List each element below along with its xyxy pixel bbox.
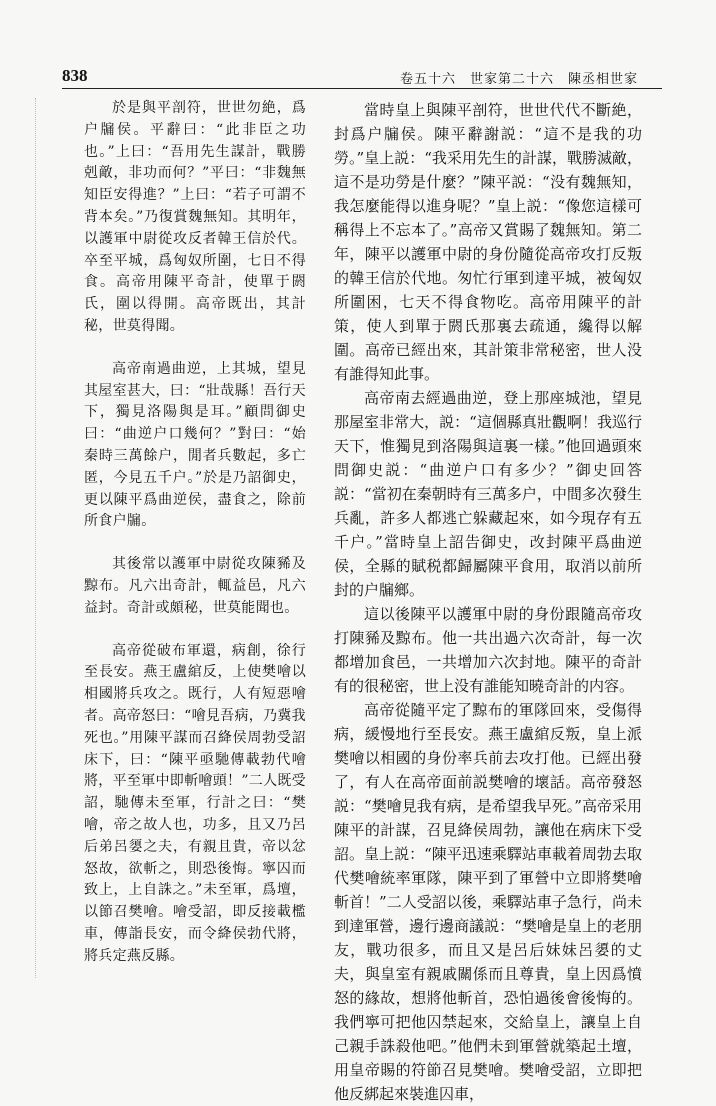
running-title: 卷五十六 世家第二十六 陳丞相世家: [399, 72, 638, 87]
margin-guide: [35, 98, 36, 978]
classical-paragraph: 高帝從破布軍還，病創，徐行至長安。燕王盧綰反，上使樊噲以相國將兵攻之。既行，人有短惡噲者。高帝怒曰：“噲見吾病，乃冀我死也。”用陳平謀而召絳侯周勃受詔床下，曰：“陳平亟馳傳載勃代噲將，平至軍中即斬噲頭！”二人既受詔，馳傳未至軍，行計之曰：“樊噲，帝之故人也，功多，且又乃呂后弟呂嬃之夫，有親且貴，帝以忿怒故，欲斬之，則恐後悔。寧囚而致上，上自誅之。”未至軍，爲壇，以節召樊噲。噲受詔，即反接載檻車，傳詣長安，而令絳侯勃代將，將兵定燕反縣。: [84, 642, 306, 964]
translation-paragraph: 這以後陳平以護軍中尉的身份跟隨高帝攻打陳豨及黥布。他一共出過六次奇計，每一次都增加食邑，一共增加六次封地。陳平的奇計有的很秘密，世上没有誰能知曉奇計的内容。: [334, 605, 642, 695]
classical-paragraph: 高帝南過曲逆，上其城，望見其屋室甚大，曰：“壯哉縣！吾行天下，獨見洛陽與是耳。”顧問御史曰：“曲逆户口幾何？”對曰：“始秦時三萬餘户，閒者兵數起，多亡匿，今見五千户。”於是乃詔御史，更以陳平爲曲逆侯，盡食之，除前所食户牖。: [84, 360, 306, 530]
translation-text-column: [334, 98, 642, 1106]
classical-paragraph: 其後常以護軍中尉從攻陳豨及黥布。凡六出奇計，輒益邑，凡六益封。奇計或頗秘，世莫能聞也。: [84, 556, 306, 616]
translation-paragraph: 當時皇上與陳平剖符，世世代代不斷絶，封爲户牖侯。陳平辭謝説：“這不是我的功勞。”皇上説：“我采用先生的計謀，戰勝滅敵，這不是功勞是什麼？”陳平説：“没有魏無知，我怎麼能得以進身呢？”皇上説：“像您這樣可稱得上不忘本了。”高帝又賞賜了魏無知。第二年，陳平以護軍中尉的身份隨從高帝攻打反叛的韓王信於代地。匆忙行軍到達平城，被匈奴所圍困，七天不得食物吃。高帝用陳平的計策，使人到單于閼氏那裏去疏通，纔得以解圍。高帝已經出來，其計策非常秘密，世人没有誰得知此事。: [334, 101, 642, 383]
translation-paragraph: 高帝從隨平定了黥布的軍隊回來，受傷得病，緩慢地行至長安。燕王盧綰反叛，皇上派樊噲以相國的身份率兵前去攻打他。已經出發了，有人在高帝面前説樊噲的壞話。高帝發怒説：“樊噲見我有病，是希望我早死。”高帝采用陳平的計謀，召見絳侯周勃，讓他在病床下受詔。皇上説：“陳平迅速乘驛站車載着周勃去取代樊噲統率軍隊，陳平到了軍營中立即將樊噲斬首！”二人受詔以後，乘驛站車子急行，尚未到達軍營，邊行邊商議説：“樊噲是皇上的老朋友，戰功很多，而且又是呂后妹妹呂嬃的丈夫，與皇室有親戚關係而且尊貴，皇上因爲憤怒的緣故，想將他斬首，恐怕過後會後悔的。我們寧可把他囚禁起來，交給皇上，讓皇上自己親手誅殺他吧。”他們未到軍營就築起土壇，用皇帝賜的符節召見樊噲。樊噲受詔，立即把他反綁起來裝進囚車，: [334, 701, 642, 1103]
page-number: 838: [62, 66, 88, 85]
header-rule: [62, 88, 662, 89]
classical-text-column: [84, 98, 306, 967]
page-header: [62, 66, 662, 90]
classical-paragraph: 於是與平剖符，世世勿絶，爲户牖侯。平辭曰：“此非臣之功也。”上曰：“吾用先生謀計，戰勝剋敵，非功而何？”平曰：“非魏無知臣安得進？”上曰：“若子可謂不背本矣。”乃復賞魏無知。其明年，以護軍中尉從攻反者韓王信於代。卒至平城，爲匈奴所圍，七日不得食。高帝用陳平奇計，使單于閼氏，圍以得開。高帝既出，其計秘，世莫得聞。: [84, 100, 306, 334]
translation-paragraph: 高帝南去經過曲逆，登上那座城池，望見那屋室非常大，説：“這個縣真壯觀啊！我巡行天下，惟獨見到洛陽與這裏一樣。”他回過頭來問御史説：“曲逆户口有多少？”御史回答説：“當初在秦朝時有三萬多户，中間多次發生兵亂，許多人都逃亡躲藏起來，如今現存有五千户。”當時皇上詔告御史，改封陳平爲曲逆侯，全縣的賦税都歸屬陳平食用，取消以前所封的户牖鄉。: [334, 389, 642, 599]
